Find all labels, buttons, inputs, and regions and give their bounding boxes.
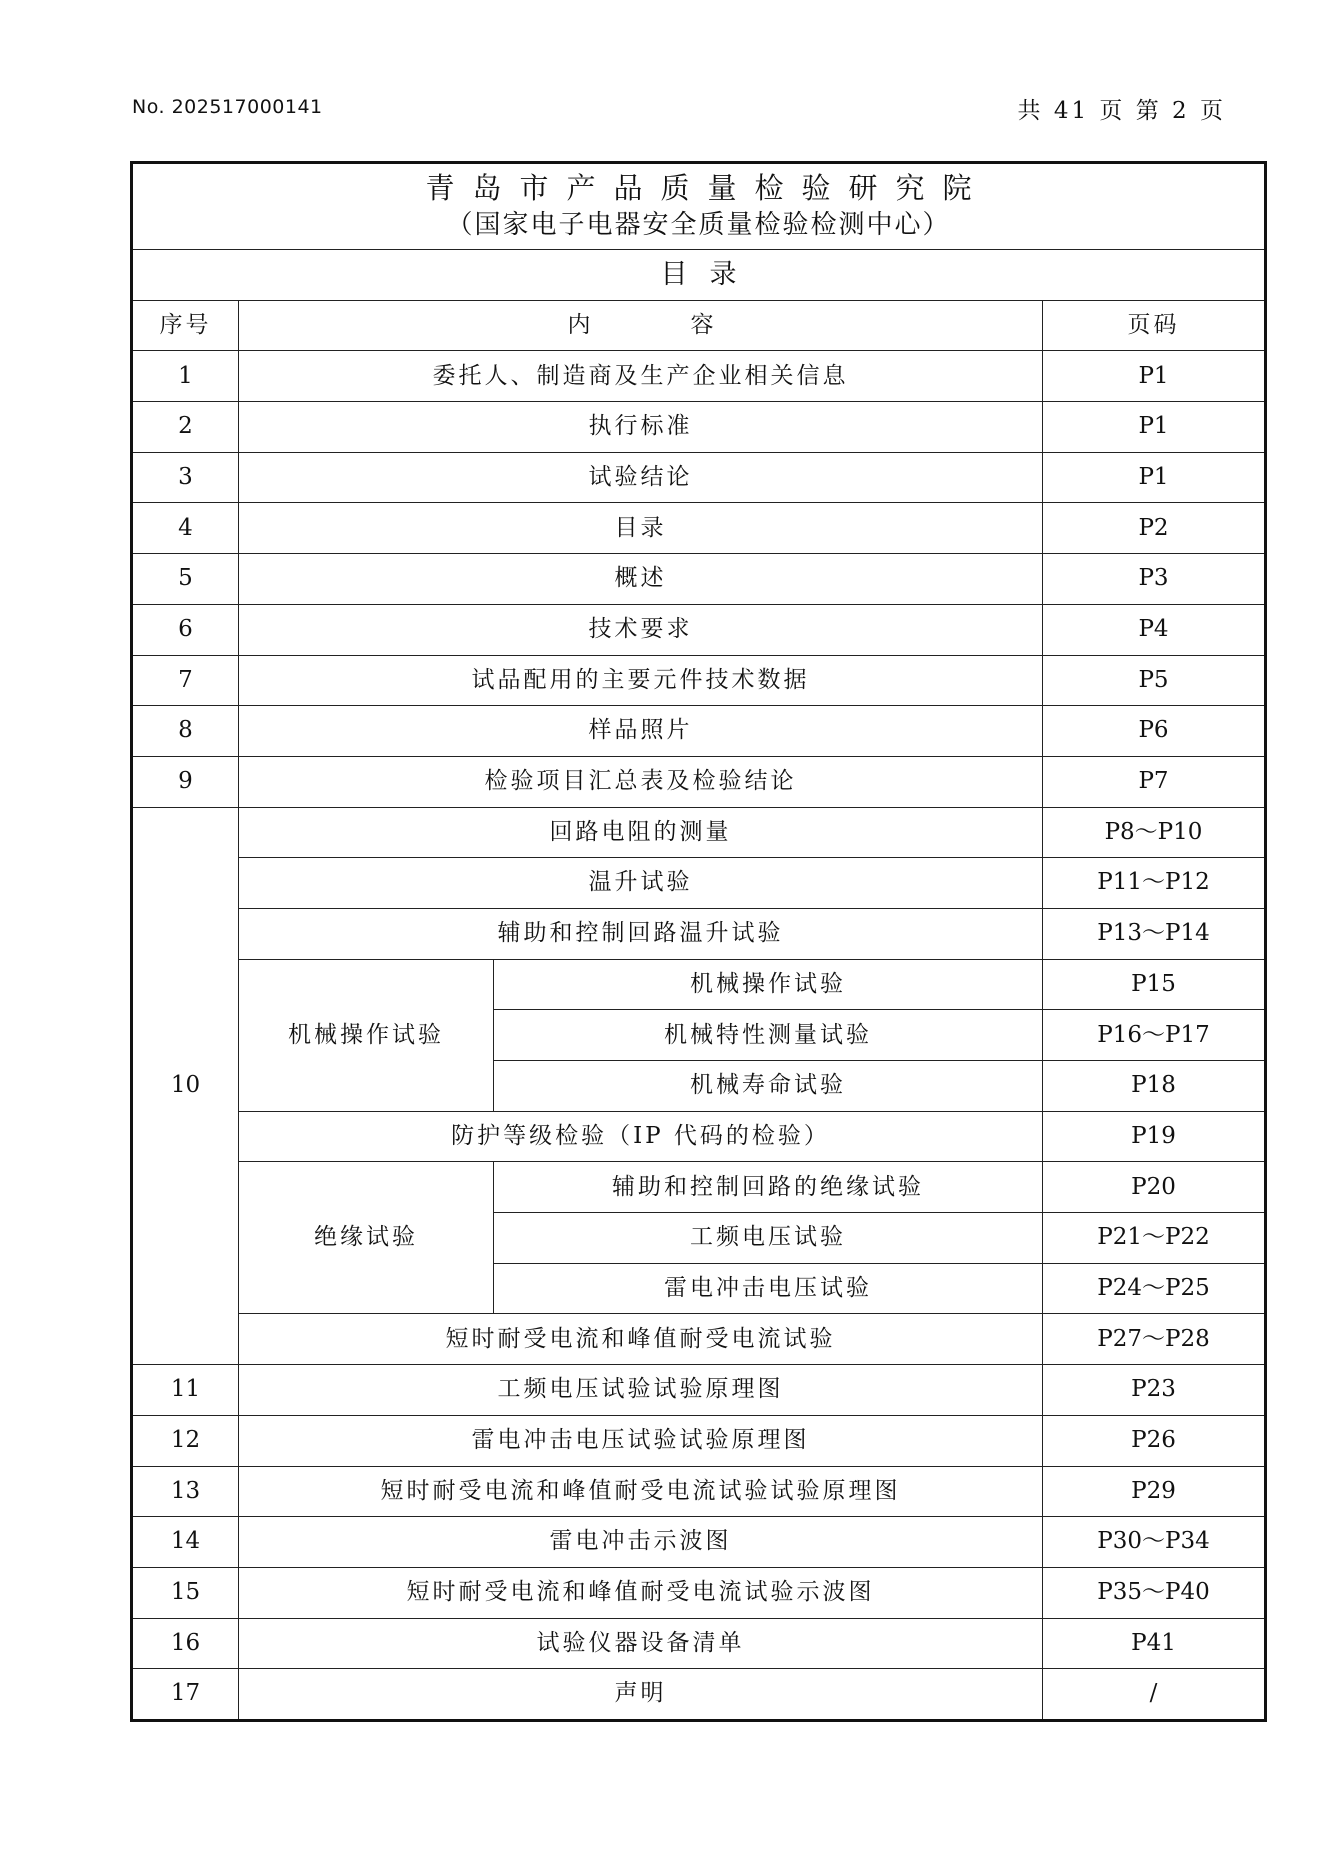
- row-page: P2: [1043, 503, 1266, 554]
- table-row: [132, 503, 1266, 554]
- toc-title: 目录: [132, 250, 1266, 301]
- org-row: [132, 163, 1266, 250]
- row-content: 雷电冲击示波图: [239, 1517, 1043, 1568]
- row-content: 防护等级检验（IP 代码的检验）: [239, 1111, 1043, 1162]
- row-content: 目录: [239, 503, 1043, 554]
- row-page: P3: [1043, 554, 1266, 605]
- row-page: P21～P22: [1043, 1213, 1266, 1264]
- row-page: /: [1043, 1669, 1266, 1721]
- row-seq: 4: [132, 503, 239, 554]
- row-content: 机械操作试验: [494, 959, 1043, 1010]
- row-page: P30～P34: [1043, 1517, 1266, 1568]
- row-page: P11～P12: [1043, 858, 1266, 909]
- table-row: [132, 858, 1266, 909]
- row-seq: 12: [132, 1415, 239, 1466]
- row-content: 检验项目汇总表及检验结论: [239, 756, 1043, 807]
- row-page: P8～P10: [1043, 807, 1266, 858]
- row-content: 短时耐受电流和峰值耐受电流试验示波图: [239, 1567, 1043, 1618]
- table-row: [132, 1517, 1266, 1568]
- row-page: P26: [1043, 1415, 1266, 1466]
- row-seq: 11: [132, 1365, 239, 1416]
- table-row: [132, 604, 1266, 655]
- row-content: 机械寿命试验: [494, 1061, 1043, 1112]
- row-seq: 14: [132, 1517, 239, 1568]
- row-content: 雷电冲击电压试验: [494, 1263, 1043, 1314]
- row-content: 样品照片: [239, 706, 1043, 757]
- table-row: [132, 1162, 1266, 1213]
- table-row: [132, 959, 1266, 1010]
- row-content: 机械特性测量试验: [494, 1010, 1043, 1061]
- table-row: [132, 807, 1266, 858]
- org-cell: [132, 163, 1266, 250]
- mech-group-label: 机械操作试验: [239, 959, 494, 1111]
- table-row: [132, 1365, 1266, 1416]
- table-row: [132, 1466, 1266, 1517]
- row-seq: 3: [132, 452, 239, 503]
- row-content: 温升试验: [239, 858, 1043, 909]
- row-page: P1: [1043, 402, 1266, 453]
- row-seq: 1: [132, 351, 239, 402]
- row-content: 概述: [239, 554, 1043, 605]
- row-page: P23: [1043, 1365, 1266, 1416]
- insul-group-label: 绝缘试验: [239, 1162, 494, 1314]
- col-header-seq: 序号: [132, 300, 239, 351]
- row-page: P35～P40: [1043, 1567, 1266, 1618]
- row-seq: 16: [132, 1618, 239, 1669]
- row-page: P7: [1043, 756, 1266, 807]
- row-page: P19: [1043, 1111, 1266, 1162]
- row-seq: 17: [132, 1669, 239, 1721]
- org-name: 青岛市产品质量检验研究院: [425, 171, 990, 206]
- row-seq: 5: [132, 554, 239, 605]
- org-subtitle: （国家电子电器安全质量检验检测中心）: [446, 210, 951, 241]
- table-row: [132, 402, 1266, 453]
- col-header-content: 内容: [239, 300, 1043, 351]
- row-content: 短时耐受电流和峰值耐受电流试验试验原理图: [239, 1466, 1043, 1517]
- col-header-page: 页码: [1043, 300, 1266, 351]
- row-content: 工频电压试验: [494, 1213, 1043, 1264]
- table-row: [132, 1567, 1266, 1618]
- row-content: 短时耐受电流和峰值耐受电流试验: [239, 1314, 1043, 1365]
- table-row: [132, 1314, 1266, 1365]
- row-content: 声明: [239, 1669, 1043, 1721]
- row-page: P20: [1043, 1162, 1266, 1213]
- row-page: P24～P25: [1043, 1263, 1266, 1314]
- row-content: 执行标准: [239, 402, 1043, 453]
- table-row: [132, 1669, 1266, 1721]
- row-page: P41: [1043, 1618, 1266, 1669]
- report-number: No. 202517000141: [132, 96, 323, 118]
- title-row: [132, 250, 1266, 301]
- row-seq: 6: [132, 604, 239, 655]
- row-content: 辅助和控制回路的绝缘试验: [494, 1162, 1043, 1213]
- table-row: [132, 908, 1266, 959]
- table-row: [132, 554, 1266, 605]
- table-row: [132, 351, 1266, 402]
- table-row: [132, 655, 1266, 706]
- row-seq: 2: [132, 402, 239, 453]
- toc-table: [130, 161, 1267, 1722]
- column-header-row: [132, 300, 1266, 351]
- row-content: 雷电冲击电压试验试验原理图: [239, 1415, 1043, 1466]
- table-row: [132, 706, 1266, 757]
- row-page: P13～P14: [1043, 908, 1266, 959]
- row-seq: 13: [132, 1466, 239, 1517]
- row-content: 工频电压试验试验原理图: [239, 1365, 1043, 1416]
- row-page: P1: [1043, 452, 1266, 503]
- row-content: 试品配用的主要元件技术数据: [239, 655, 1043, 706]
- row-page: P29: [1043, 1466, 1266, 1517]
- row-seq: 7: [132, 655, 239, 706]
- row-page: P27～P28: [1043, 1314, 1266, 1365]
- table-row: [132, 1618, 1266, 1669]
- table-row: [132, 1415, 1266, 1466]
- table-row: [132, 1111, 1266, 1162]
- table-row: [132, 452, 1266, 503]
- row-page: P18: [1043, 1061, 1266, 1112]
- row-content: 技术要求: [239, 604, 1043, 655]
- row-seq: 9: [132, 756, 239, 807]
- table-row: [132, 756, 1266, 807]
- row-page: P1: [1043, 351, 1266, 402]
- row-page: P5: [1043, 655, 1266, 706]
- row-page: P15: [1043, 959, 1266, 1010]
- row-page: P6: [1043, 706, 1266, 757]
- section10-seq: 10: [132, 807, 239, 1365]
- row-content: 试验仪器设备清单: [239, 1618, 1043, 1669]
- row-content: 辅助和控制回路温升试验: [239, 908, 1043, 959]
- row-page: P4: [1043, 604, 1266, 655]
- row-content: 回路电阻的测量: [239, 807, 1043, 858]
- row-seq: 8: [132, 706, 239, 757]
- row-seq: 15: [132, 1567, 239, 1618]
- row-page: P16～P17: [1043, 1010, 1266, 1061]
- row-content: 委托人、制造商及生产企业相关信息: [239, 351, 1043, 402]
- row-content: 试验结论: [239, 452, 1043, 503]
- page-indicator: 共 41 页 第 2 页: [1017, 98, 1226, 124]
